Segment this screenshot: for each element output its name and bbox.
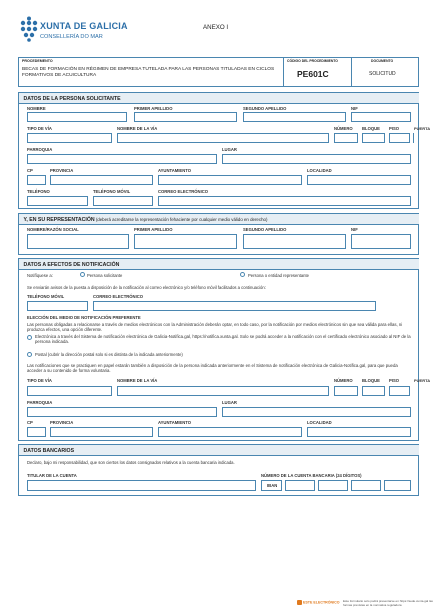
applicant-nif-field[interactable] <box>351 112 411 122</box>
bank-iban-prefix <box>261 480 282 491</box>
footer-note: Este formulario solo podrá presentarse en https://sede.xunta.gal las formas previstas en la normativa reguladora <box>343 599 433 607</box>
annex-title: ANEXO I <box>203 24 229 31</box>
notif-movil-label: TELÉFONO MÓVIL <box>27 294 65 299</box>
applicant-cp-field[interactable] <box>27 175 46 185</box>
applicant-apellido2-field[interactable] <box>243 112 346 122</box>
notif-localidad-label: LOCALIDAD <box>307 420 332 425</box>
notif-cp-label: CP <box>27 420 33 425</box>
rep-apellido1-field[interactable] <box>134 234 237 249</box>
notif-piso-field[interactable] <box>389 386 410 396</box>
applicant-telefono-label: TELÉFONO <box>27 189 50 194</box>
bank-declaro-text: Declaro, bajo mi responsabilidad, que son ciertos los datos consignados relativos a la cuenta bancaria indicada. <box>27 460 235 465</box>
rep-apellido2-field[interactable] <box>243 234 346 249</box>
applicant-section-title: DATOS DE LA PERSONA SOLICITANTE <box>23 95 121 102</box>
notif-cp-field[interactable] <box>27 427 46 437</box>
notif-nombre-via-label: NOMBRE DE LA VÍA <box>117 378 158 383</box>
notif-tipo-via-label: TIPO DE VÍA <box>27 378 52 383</box>
applicant-piso-field[interactable] <box>389 133 410 143</box>
applicant-lugar-field[interactable] <box>222 154 411 164</box>
applicant-piso-label: PISO <box>389 126 400 131</box>
notify-to-label: Notifíquese a: <box>27 273 53 278</box>
bank-cuenta-field-2[interactable] <box>318 480 348 491</box>
logo-subtitle: CONSELLERÍA DO MAR <box>40 34 103 40</box>
applicant-nombre-via-label: NOMBRE DE LA VÍA <box>117 126 158 131</box>
applicant-nombre-via-field[interactable] <box>117 133 329 143</box>
applicant-ayuntamiento-label: AYUNTAMIENTO <box>158 168 191 173</box>
applicant-telefono-field[interactable] <box>27 196 88 206</box>
doc-value: SOLICITUD <box>369 71 396 77</box>
procedure-text: BECAS DE FORMACIÓN EN RÉGIMEN DE EMPRESA TUTELADA PARA LAS PERSONAS TITULADAS EN CICLOS FORMATIVOS DE ACUICULTURA <box>22 67 275 78</box>
notif-parroquia-field[interactable] <box>27 407 217 417</box>
applicant-nombre-field[interactable] <box>27 112 127 122</box>
applicant-correo-label: CORREO ELECTRÓNICO <box>158 189 209 194</box>
applicant-nif-label: NIF <box>351 106 358 111</box>
bank-cuenta-field-4[interactable] <box>384 480 411 491</box>
notif-nombre-via-field[interactable] <box>117 386 329 396</box>
representative-title: Y, EN SU REPRESENTACIÓN <box>23 216 95 223</box>
applicant-parroquia-label: PARROQUIA <box>27 147 53 152</box>
representative-title-note: (deberá acreditarse la representación fehaciente por cualquier medio válido en derecho) <box>94 216 268 222</box>
rep-nombre-label: NOMBRE/RAZÓN SOCIAL <box>27 227 79 232</box>
notif-parroquia-label: PARROQUIA <box>27 400 53 405</box>
notif-ayuntamiento-field[interactable] <box>158 427 302 437</box>
bank-iban-label: IBAN <box>267 483 278 488</box>
applicant-puerta-field[interactable] <box>413 133 414 143</box>
applicant-apellido1-label: PRIMER APELLIDO <box>134 106 173 111</box>
applicant-bloque-field[interactable] <box>362 133 385 143</box>
notif-lugar-field[interactable] <box>222 407 411 417</box>
notif-tipo-via-field[interactable] <box>27 386 112 396</box>
code-value: PE601C <box>297 69 329 79</box>
notif-movil-field[interactable] <box>27 301 88 311</box>
applicant-provincia-label: PROVINCIA <box>50 168 74 173</box>
notif-puerta-label: PUERTA <box>414 378 431 383</box>
applicant-section <box>18 92 419 209</box>
radio-postal[interactable] <box>27 352 32 357</box>
footer-badge-icon <box>297 600 302 605</box>
applicant-parroquia-field[interactable] <box>27 154 217 164</box>
radio-electronica-label: Electrónica a través del Sistema de notificación electrónica de Galicia-Notifica.gal, https://notifica.xunta.gal. Solo se podrá acceder a la notificación con el certificado electrónico asociado al NIF de la persona indicada. <box>35 334 411 345</box>
applicant-ayuntamiento-field[interactable] <box>158 175 302 185</box>
bank-cuenta-field-1[interactable] <box>285 480 315 491</box>
applicant-puerta-label: PUERTA <box>414 126 431 131</box>
radio-representante-label: Persona o entidad representante <box>248 273 309 278</box>
logo-title: XUNTA DE GALICIA <box>40 21 128 31</box>
obligadas-text: Las personas obligadas a relacionarse a través de medios electrónicos con la Administración deberán optar, en todo caso, por la notificación por medios electrónicos sin que sea válida para ellas, ni produzca efectos, una opción diferente. <box>27 322 403 333</box>
applicant-movil-field[interactable] <box>93 196 153 206</box>
notification-section-title: DATOS A EFECTOS DE NOTIFICACIÓN <box>23 261 120 268</box>
applicant-localidad-label: LOCALIDAD <box>307 168 332 173</box>
xunta-crest-icon <box>18 16 40 42</box>
applicant-provincia-field[interactable] <box>50 175 153 185</box>
notif-bloque-field[interactable] <box>362 386 385 396</box>
bank-cuenta-field-3[interactable] <box>351 480 381 491</box>
footer-badge: ESTE ELECTRÓNICO <box>297 600 340 605</box>
notif-bloque-label: BLOQUE <box>362 378 380 383</box>
applicant-tipo-via-field[interactable] <box>27 133 112 143</box>
applicant-nombre-label: NOMBRE <box>27 106 46 111</box>
notif-ayuntamiento-label: AYUNTAMIENTO <box>158 420 191 425</box>
rep-nif-field[interactable] <box>351 234 411 249</box>
notif-piso-label: PISO <box>389 378 400 383</box>
bank-titular-label: TITULAR DE LA CUENTA <box>27 473 77 478</box>
bank-numero-label: NÚMERO DE LA CUENTA BANCARIA (24 DÍGITOS) <box>261 473 362 478</box>
notif-provincia-field[interactable] <box>50 427 153 437</box>
applicant-apellido1-field[interactable] <box>134 112 237 122</box>
code-label: CÓDIGO DEL PROCEDIMIENTO <box>287 59 338 63</box>
applicant-movil-label: TELÉFONO MÓVIL <box>93 189 131 194</box>
applicant-correo-field[interactable] <box>158 196 411 206</box>
notif-lugar-label: LUGAR <box>222 400 237 405</box>
rep-apellido1-label: PRIMER APELLIDO <box>134 227 173 232</box>
papel-text: Las notificaciones que se practiquen en papel estarán también a disposición de la persona indicada anteriormente en el Sistema de notificación electrónica de Galicia-Notifica.gal, para que pueda acceder a su contenido de forma voluntaria. <box>27 363 398 374</box>
notif-numero-field[interactable] <box>334 386 358 396</box>
notif-correo-field[interactable] <box>93 301 376 311</box>
rep-nombre-field[interactable] <box>27 234 129 249</box>
xunta-logo <box>18 14 128 44</box>
rep-nif-label: NIF <box>351 227 358 232</box>
notif-localidad-field[interactable] <box>307 427 411 437</box>
radio-solicitante-label: Persona solicitante <box>87 273 123 278</box>
applicant-localidad-field[interactable] <box>307 175 411 185</box>
bank-section-title: DATOS BANCARIOS <box>23 447 75 454</box>
radio-solicitante[interactable] <box>80 272 85 277</box>
applicant-tipo-via-label: TIPO DE VÍA <box>27 126 52 131</box>
notif-correo-label: CORREO ELECTRÓNICO <box>93 294 144 299</box>
applicant-lugar-label: LUGAR <box>222 147 237 152</box>
applicant-apellido2-label: SEGUNDO APELLIDO <box>243 106 287 111</box>
applicant-numero-label: NÚMERO <box>334 126 353 131</box>
doc-label: DOCUMENTO <box>371 59 394 63</box>
procedure-label: PROCEDEMENTO <box>22 59 53 63</box>
radio-electronica[interactable] <box>27 335 32 340</box>
applicant-numero-field[interactable] <box>334 133 358 143</box>
applicant-bloque-label: BLOQUE <box>362 126 380 131</box>
radio-postal-label: Postal (cubrir la dirección postal solo si es distinta de la indicada anteriormente) <box>35 352 183 357</box>
avisos-text: Se enviarán avisos de la puesta a disposición de la notificación al correo electrónico y/o teléfono móvil facilitados a continuación: <box>27 285 266 290</box>
eleccion-label: ELECCIÓN DEL MEDIO DE NOTIFICACIÓN PREFERENTE <box>27 315 141 320</box>
radio-representante[interactable] <box>240 272 245 277</box>
applicant-cp-label: CP <box>27 168 33 173</box>
notif-numero-label: NÚMERO <box>334 378 353 383</box>
notif-provincia-label: PROVINCIA <box>50 420 74 425</box>
bank-titular-field[interactable] <box>27 480 256 491</box>
rep-apellido2-label: SEGUNDO APELLIDO <box>243 227 287 232</box>
